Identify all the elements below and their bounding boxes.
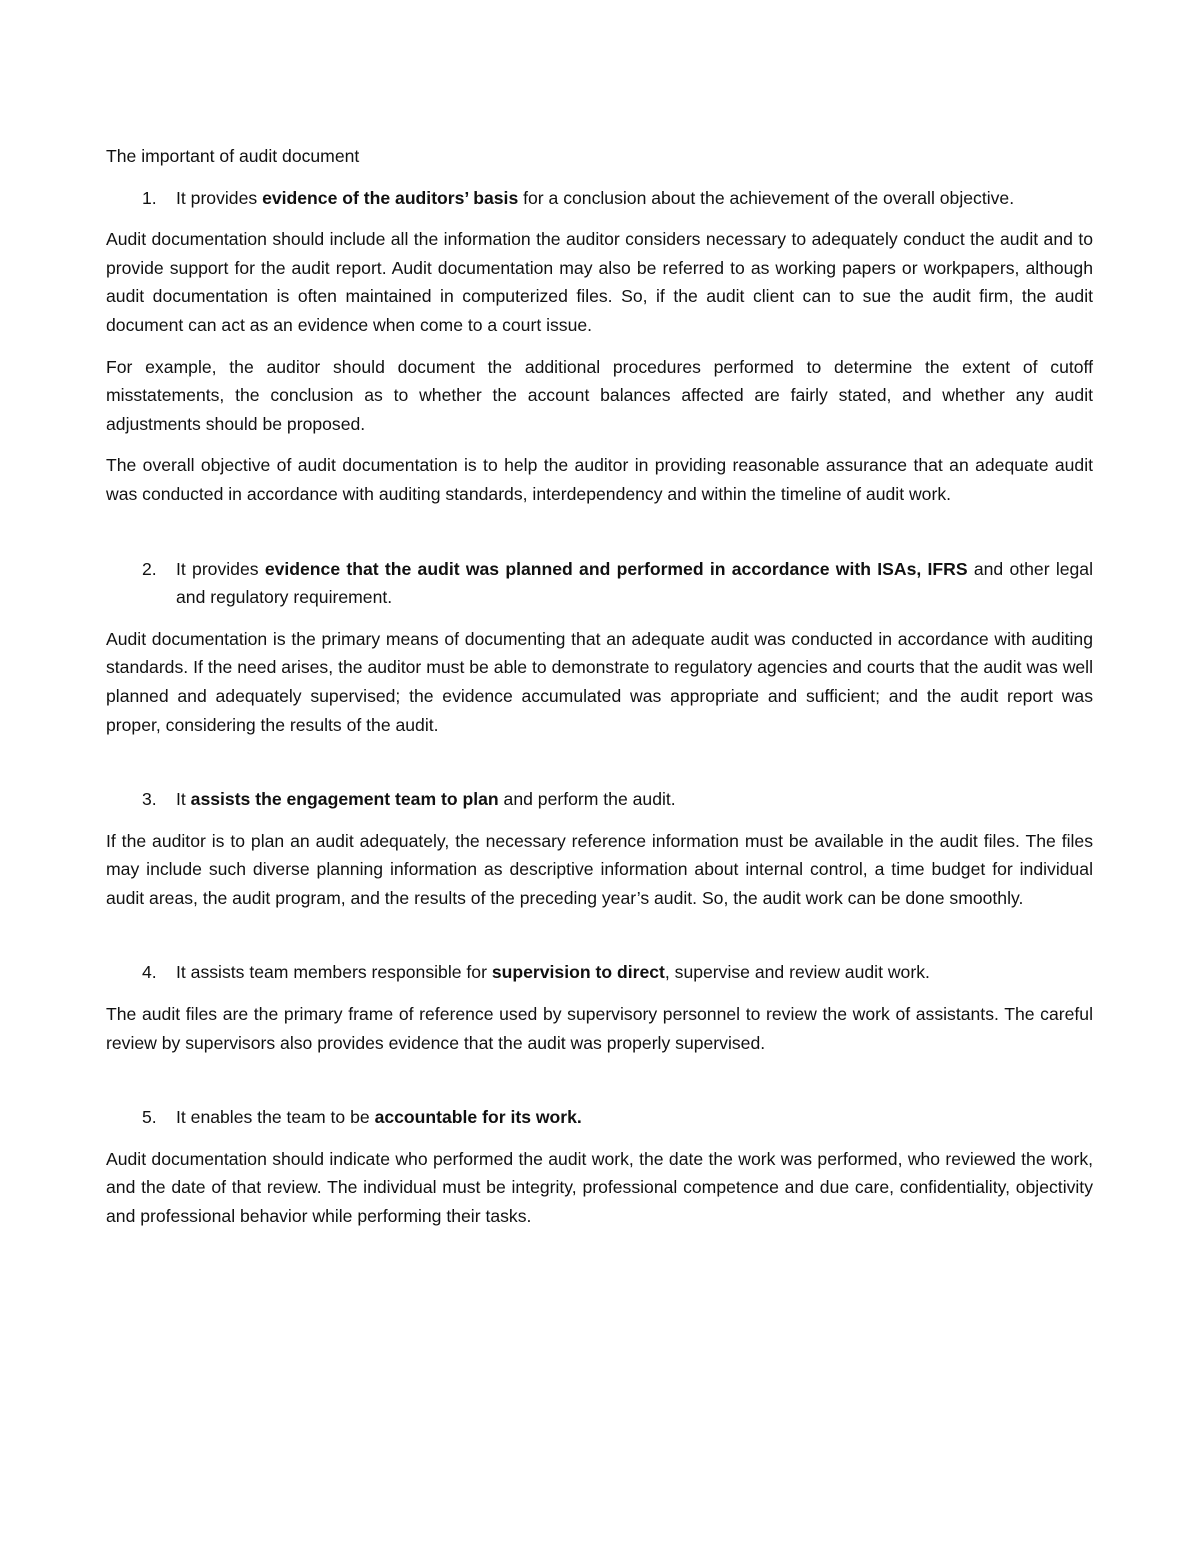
- list-item-4: [106, 958, 1093, 987]
- paragraph: Audit documentation is the primary means of documenting that an adequate audit was conducted in accordance with auditing standards. If the need arises, the auditor must be able to demonstrate to regulatory agencies and courts that the audit was well planned and adequately supervised; the evidence accumulated was appropriate and sufficient; and the audit report was proper, considering the results of the audit.: [106, 628, 1093, 735]
- heading-text: , supervise and review audit work.: [664, 962, 930, 983]
- heading-text: and perform the audit.: [498, 789, 676, 810]
- list-number: 3.: [142, 789, 157, 810]
- paragraph: The overall objective of audit documentation is to help the auditor in providing reasonable assurance that an adequate audit was conducted in accordance with auditing standards, interdependency and within the timeline of audit work.: [106, 455, 1093, 504]
- list-number: 4.: [142, 962, 157, 983]
- heading-bold-text: supervision to direct: [491, 962, 665, 983]
- list-number: 5.: [142, 1107, 157, 1128]
- list-item-5: [106, 1103, 1093, 1132]
- heading-text: It enables the team to be: [176, 1107, 375, 1128]
- heading-bold-text: evidence of the auditors’ basis: [262, 187, 519, 208]
- heading-text: It provides: [176, 558, 265, 579]
- paragraph: For example, the auditor should document the additional procedures performed to determine the extent of cutoff misstatements, the conclusion as to whether the account balances affected are fairly stated, and whether any audit adjustments should be proposed.: [106, 356, 1093, 434]
- list-item-heading: [176, 958, 1093, 987]
- list-item-heading: [176, 1103, 1093, 1132]
- list-number: 1.: [142, 187, 157, 208]
- list-item-2: [106, 555, 1093, 612]
- heading-bold-text: evidence that the audit was planned and performed in accordance with ISAs, IFRS: [264, 558, 968, 579]
- list-item-heading: [176, 184, 1093, 213]
- list-number: 2.: [142, 558, 157, 579]
- paragraph: Audit documentation should indicate who performed the audit work, the date the work was performed, who reviewed the work, and the date of that review. The individual must be integrity, professional competence and due care, confidentiality, objectivity and professional behavior while performing their tasks.: [106, 1148, 1093, 1227]
- heading-text: It assists team members responsible for: [176, 962, 492, 983]
- heading-text: It provides: [176, 187, 263, 208]
- list-item-heading: [176, 555, 1093, 612]
- heading-text: and other legal and regulatory requirement.: [176, 558, 1094, 608]
- heading-text: for a conclusion about the achievement of the overall objective.: [518, 187, 1015, 208]
- paragraph: Audit documentation should include all the information the auditor considers necessary to adequately conduct the audit and to provide support for the audit report. Audit documentation may also be referred to as working papers or workpapers, although audit documentation is often maintained in computerized files. So, if the audit client can to sue the audit firm, the audit document can act as an evidence when come to a court issue.: [106, 229, 1093, 335]
- list-item-heading: [176, 785, 1093, 814]
- list-item-3: [106, 785, 1093, 814]
- list-item-1: [106, 184, 1093, 213]
- paragraph: If the auditor is to plan an audit adequately, the necessary reference information must be available in the audit files. The files may include such diverse planning information as descriptive information about internal control, a time budget for individual audit areas, the audit program, and the results of the preceding year’s audit. So, the audit work can be done smoothly.: [106, 830, 1093, 908]
- heading-text: It: [176, 789, 191, 810]
- document-title: The important of audit document: [106, 146, 360, 166]
- paragraph: The audit files are the primary frame of reference used by supervisory personnel to review the work of assistants. The careful review by supervisors also provides evidence that the audit was properly supervised.: [106, 1004, 1093, 1053]
- heading-bold-text: accountable for its work.: [374, 1107, 582, 1128]
- heading-bold-text: assists the engagement team to plan: [190, 789, 499, 810]
- document-body: [106, 142, 1093, 1244]
